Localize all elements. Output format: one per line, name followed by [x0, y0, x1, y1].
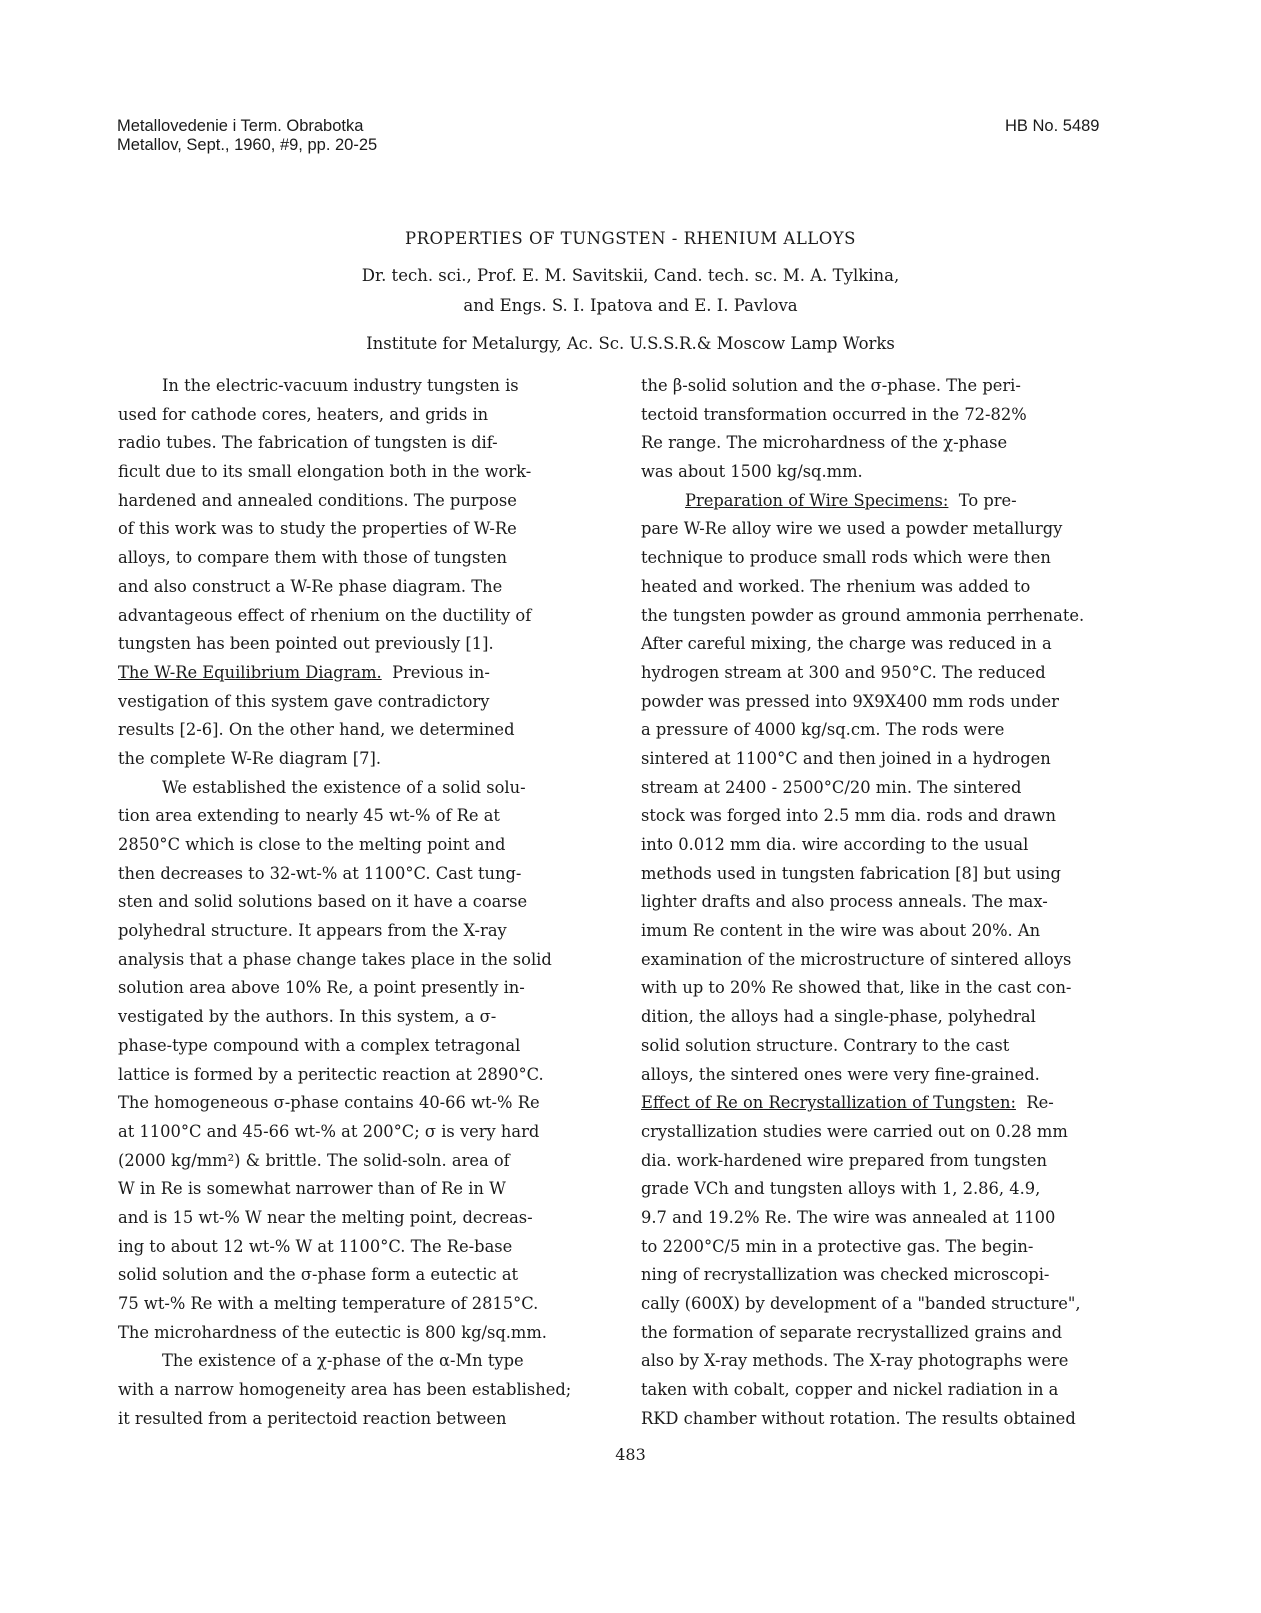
section-heading-equilibrium: The W-Re Equilibrium Diagram.	[118, 662, 382, 682]
text-line: solid solution structure. Contrary to the cast	[641, 1035, 1010, 1055]
text-line: taken with cobalt, copper and nickel radiation in a	[641, 1380, 1059, 1400]
text-line: ficult due to its small elongation both in the work-	[118, 462, 532, 482]
text-line: at 1100°C and 45-66 wt-% at 200°C; σ is very hard	[118, 1121, 540, 1141]
text-fragment: Previous in-	[392, 662, 490, 682]
text-line: the complete W-Re diagram [7].	[118, 748, 382, 768]
text-line: The microhardness of the eutectic is 800 kg/sq.mm.	[118, 1322, 547, 1342]
text-line: grade VCh and tungsten alloys with 1, 2.86, 4.9,	[641, 1179, 1041, 1199]
text-line: alloys, to compare them with those of tungsten	[118, 548, 508, 568]
text-line: solid solution and the σ-phase form a eutectic at	[118, 1265, 519, 1285]
text-line: into 0.012 mm dia. wire according to the usual	[641, 835, 1029, 854]
authors-line-1: Dr. tech. sci., Prof. E. M. Savitskii, Cand. tech. sc. M. A. Tylkina,	[361, 266, 900, 285]
text-line: We established the existence of a solid solu-	[162, 777, 526, 797]
text-line: of this work was to study the properties of W-Re	[118, 519, 517, 539]
text-line: ning of recrystallization was checked microscopi-	[641, 1265, 1050, 1285]
text-line: crystallization studies were carried out on 0.28 mm	[641, 1121, 1068, 1141]
text-line: heated and worked. The rhenium was added to	[641, 576, 1031, 596]
text-line: polyhedral structure. It appears from the X-ray	[118, 921, 507, 941]
text-line: vestigated by the authors. In this system, a σ-	[118, 1007, 497, 1027]
text-line: advantageous effect of rhenium on the ductility of	[118, 605, 532, 625]
text-line: then decreases to 32-wt-% at 1100°C. Cast tung-	[118, 863, 522, 883]
text-line: After careful mixing, the charge was reduced in a	[641, 634, 1052, 654]
text-line: the formation of separate recrystallized grains and	[641, 1322, 1063, 1342]
text-line: vestigation of this system gave contradictory	[118, 691, 490, 711]
text-line: and also construct a W-Re phase diagram. The	[118, 576, 503, 596]
section-heading-wire-specimens: Preparation of Wire Specimens:	[685, 490, 949, 510]
text-line: a pressure of 4000 kg/sq.cm. The rods were	[641, 720, 1005, 740]
text-line: In the electric-vacuum industry tungsten is	[162, 376, 519, 395]
text-line: tectoid transformation occurred in the 72-82%	[641, 404, 1027, 424]
text-line: analysis that a phase change takes place in the solid	[118, 949, 552, 969]
text-fragment: To pre-	[958, 490, 1017, 510]
text-line: examination of the microstructure of sintered alloys	[641, 949, 1072, 969]
text-line: ing to about 12 wt-% W at 1100°C. The Re-base	[118, 1236, 513, 1256]
institution: Institute for Metalurgy, Ac. Sc. U.S.S.R.& Moscow Lamp Works	[366, 334, 895, 353]
text-line: also by X-ray methods. The X-ray photographs were	[641, 1351, 1069, 1371]
text-line: hardened and annealed conditions. The purpose	[118, 490, 517, 510]
text-line: with a narrow homogeneity area has been established;	[118, 1380, 572, 1400]
text-line: imum Re content in the wire was about 20%. An	[641, 921, 1041, 941]
right-column	[641, 372, 1141, 1433]
page-number: 483	[615, 1445, 646, 1464]
text-line: dia. work-hardened wire prepared from tungsten	[641, 1150, 1047, 1170]
text-line: W in Re is somewhat narrower than of Re in W	[118, 1179, 506, 1199]
text-fragment: Re-	[1026, 1093, 1054, 1113]
text-line: lighter drafts and also process anneals. The max-	[641, 892, 1048, 912]
text-line	[641, 1089, 1141, 1118]
text-line: Re range. The microhardness of the χ-phase	[641, 433, 1008, 453]
source-line-1: Metallovedenie i Term. Obrabotka	[117, 117, 364, 135]
text-line: tungsten has been pointed out previously [1].	[118, 634, 494, 654]
text-line: methods used in tungsten fabrication [8] but using	[641, 863, 1061, 883]
paper-title: PROPERTIES OF TUNGSTEN - RHENIUM ALLOYS	[405, 229, 856, 248]
text-line: RKD chamber without rotation. The results obtained	[641, 1408, 1076, 1428]
text-line: used for cathode cores, heaters, and grids in	[118, 404, 489, 424]
authors-line-2: and Engs. S. I. Ipatova and E. I. Pavlova	[463, 296, 798, 315]
text-line: results [2-6]. On the other hand, we determined	[118, 720, 515, 740]
text-line: dition, the alloys had a single-phase, polyhedral	[641, 1007, 1036, 1027]
text-line: powder was pressed into 9X9X400 mm rods under	[641, 691, 1059, 711]
text-line: radio tubes. The fabrication of tungsten is dif-	[118, 433, 498, 453]
text-line: hydrogen stream at 300 and 950°C. The reduced	[641, 662, 1046, 682]
left-column	[118, 372, 618, 1433]
text-line: the tungsten powder as ground ammonia perrhenate.	[641, 605, 1085, 625]
text-line: 2850°C which is close to the melting point and	[118, 835, 506, 854]
text-line: was about 1500 kg/sq.mm.	[641, 462, 863, 482]
source-line-2: Metallov, Sept., 1960, #9, pp. 20-25	[117, 136, 378, 154]
text-line: stream at 2400 - 2500°C/20 min. The sintered	[641, 777, 1022, 797]
text-line: with up to 20% Re showed that, like in the cast con-	[641, 978, 1072, 998]
text-line: phase-type compound with a complex tetragonal	[118, 1035, 521, 1055]
text-line: alloys, the sintered ones were very fine-grained.	[641, 1064, 1040, 1084]
text-line: technique to produce small rods which were then	[641, 548, 1051, 568]
text-line: sten and solid solutions based on it have a coarse	[118, 892, 528, 912]
text-line: lattice is formed by a peritectic reaction at 2890°C.	[118, 1064, 544, 1084]
section-heading-recrystallization: Effect of Re on Recrystallization of Tungsten:	[641, 1093, 1016, 1113]
source-citation	[117, 117, 377, 155]
hb-number: HB No. 5489	[1005, 117, 1100, 135]
text-line: it resulted from a peritectoid reaction between	[118, 1408, 507, 1428]
text-line: stock was forged into 2.5 mm dia. rods and drawn	[641, 806, 1056, 826]
text-line: tion area extending to nearly 45 wt-% of Re at	[118, 806, 500, 826]
text-line: the β-solid solution and the σ-phase. The peri-	[641, 376, 1021, 395]
text-line	[118, 659, 618, 688]
text-line: (2000 kg/mm²) & brittle. The solid-soln. area of	[118, 1150, 510, 1170]
text-line: 9.7 and 19.2% Re. The wire was annealed at 1100	[641, 1207, 1056, 1227]
text-line: pare W-Re alloy wire we used a powder metallurgy	[641, 519, 1063, 539]
text-line: The existence of a χ-phase of the α-Mn type	[162, 1351, 524, 1371]
text-line: cally (600X) by development of a "banded structure",	[641, 1294, 1081, 1313]
text-line: 75 wt-% Re with a melting temperature of 2815°C.	[118, 1294, 539, 1313]
text-line: to 2200°C/5 min in a protective gas. The begin-	[641, 1236, 1034, 1256]
text-line: and is 15 wt-% W near the melting point, decreas-	[118, 1207, 533, 1227]
text-line: sintered at 1100°C and then joined in a hydrogen	[641, 748, 1051, 768]
text-line: The homogeneous σ-phase contains 40-66 wt-% Re	[118, 1093, 540, 1113]
text-line	[641, 487, 1141, 516]
text-line: solution area above 10% Re, a point presently in-	[118, 978, 525, 998]
